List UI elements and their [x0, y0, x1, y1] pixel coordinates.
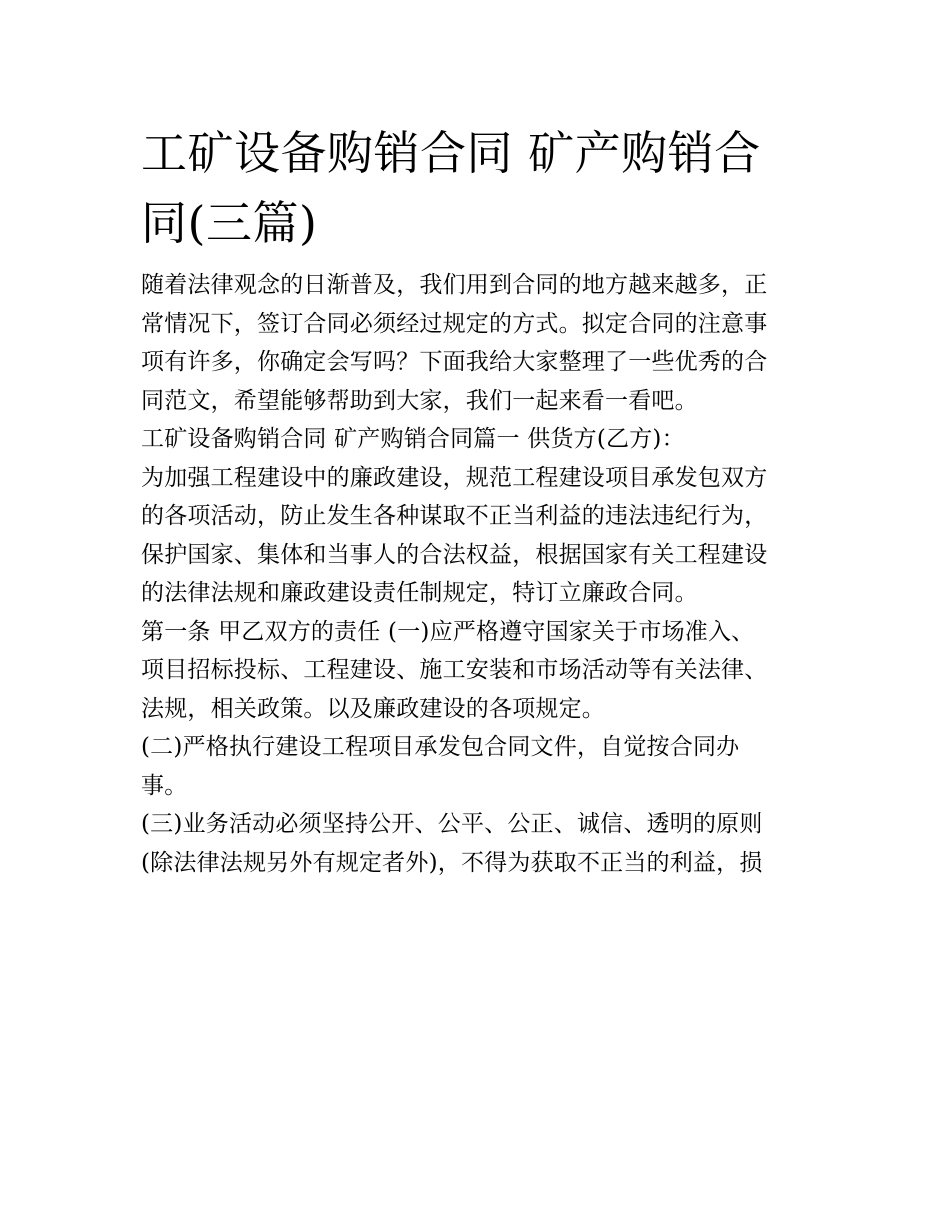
clause-three-paragraph: (三)业务活动必须坚持公开、公平、公正、诚信、透明的原则 (除法律法规另外有规定者外)，不得为获取不正当的利益，损	[141, 811, 763, 876]
purpose-paragraph: 为加强工程建设中的廉政建设，规范工程建设项目承发包双方 的各项活动，防止发生各种谋取不正当利益的违法违纪行为， 保护国家、集体和当事人的合法权益，根据国家有关工程建设 的法律法规和廉政建设责任制规定，特订立廉政合同。	[141, 464, 768, 606]
contract-heading-line: 工矿设备购销合同 矿产购销合同篇一 供货方(乙方)：	[141, 426, 685, 452]
clause-two-paragraph: (二)严格执行建设工程项目承发包合同文件，自觉按合同办 事。	[141, 734, 740, 799]
intro-paragraph: 随着法律观念的日渐普及，我们用到合同的地方越来越多，正 常情况下，签订合同必须经过规定的方式。拟定合同的注意事 项有许多，你确定会写吗？下面我给大家整理了一些优秀的合 同范文，希望能够帮助到大家，我们一起来看一看吧。	[141, 272, 768, 414]
article-one-paragraph: 第一条 甲乙双方的责任 (一)应严格遵守国家关于市场准入、 项目招标投标、工程建设、施工安装和市场活动等有关法律、 法规，相关政策。以及廉政建设的各项规定。	[141, 618, 768, 722]
document-body	[141, 118, 813, 882]
document-title: 工矿设备购销合同 矿产购销合 同(三篇)	[141, 126, 761, 250]
